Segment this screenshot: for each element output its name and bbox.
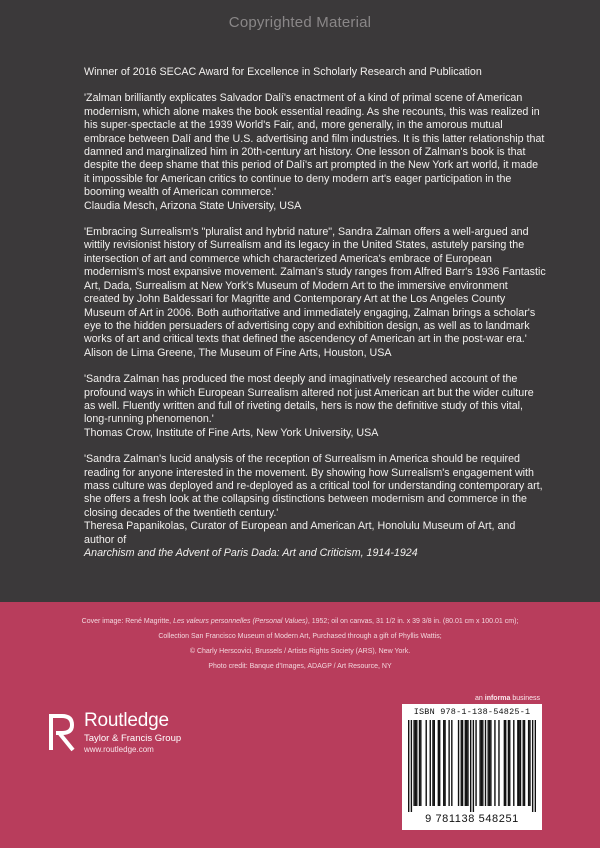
barcode-digits: 9 781138 548251 bbox=[425, 813, 519, 825]
informa-business-tag bbox=[475, 695, 540, 702]
barcode-bar bbox=[494, 720, 495, 806]
barcode-bar bbox=[532, 720, 533, 812]
publisher-url: www.routledge.com bbox=[84, 745, 154, 754]
credit-line-1-suffix: , 1952; oil on canvas, 31 1/2 in. x 39 3/8 in. (80.01 cm x 100.01 cm); bbox=[307, 618, 519, 625]
barcode-bar bbox=[485, 720, 486, 806]
painting-title: Les valeurs personnelles (Personal Values) bbox=[173, 618, 308, 625]
barcode-bar bbox=[504, 720, 505, 806]
publisher-group: Taylor & Francis Group bbox=[84, 733, 182, 744]
barcode-bar bbox=[520, 720, 521, 806]
barcode-bar bbox=[416, 720, 417, 806]
barcode-bar bbox=[490, 720, 491, 806]
credit-line-3: © Charly Herscovici, Brussels / Artists Rights Society (ARS), New York. bbox=[189, 648, 411, 655]
barcode-bar bbox=[498, 720, 499, 806]
barcode-bar bbox=[473, 720, 474, 812]
barcode-bar bbox=[529, 720, 530, 806]
barcode-bar bbox=[481, 720, 482, 806]
quote-author-book-title: Anarchism and the Advent of Paris Dada: Art and Criticism, 1914-1924 bbox=[84, 547, 418, 559]
barcode-bar bbox=[513, 720, 514, 806]
isbn-label: ISBN 978-1-138-54825-1 bbox=[413, 707, 531, 717]
review-quote-1 bbox=[84, 92, 546, 213]
informa-prefix: an bbox=[475, 695, 485, 702]
quote-author: Thomas Crow, Institute of Fine Arts, New York University, USA bbox=[84, 426, 379, 439]
credit-line-1-prefix: Cover image: René Magritte, bbox=[81, 618, 174, 625]
barcode-bar bbox=[451, 720, 452, 806]
quote-text: 'Sandra Zalman's lucid analysis of the reception of Surrealism in America should be required reading for anyone interested in the movement. By showing how Surrealism's engagement with mass culture was deployed and re-deployed as a critical tool for understanding contemporary art, she offers a fresh look at the collapsing distinctions between modernism and commerce in the closing decades of the twentieth century.' bbox=[84, 453, 543, 519]
barcode-bar bbox=[482, 720, 483, 806]
barcode-bar bbox=[528, 720, 529, 806]
barcode-bar bbox=[462, 720, 463, 806]
quote-text: 'Sandra Zalman has produced the most deeply and imaginatively researched account of the profound ways in which European Surrealism altered not just American art but the wider culture as well. Fluently written and full of riveting details, hers is now the definitive study of this vital, long-running phenomenon.' bbox=[84, 373, 534, 426]
credit-line-4: Photo credit: Banque d'Images, ADAGP / Art Resource, NY bbox=[208, 663, 392, 670]
barcode-bar bbox=[439, 720, 440, 806]
award-line: Winner of 2016 SECAC Award for Excellence in Scholarly Research and Publication bbox=[84, 66, 482, 78]
informa-suffix: business bbox=[510, 695, 540, 702]
quote-author: Theresa Papanikolas, Curator of European and American Art, Honolulu Museum of Art, and author of bbox=[84, 520, 516, 546]
publisher-panel bbox=[0, 602, 600, 848]
barcode-bar bbox=[505, 720, 506, 806]
barcode-bar bbox=[467, 720, 468, 806]
review-quote-2 bbox=[84, 226, 546, 360]
barcode-bar bbox=[444, 720, 445, 806]
review-quote-3 bbox=[84, 373, 546, 440]
blurb-content bbox=[84, 66, 546, 573]
cover-image-credits bbox=[0, 614, 600, 674]
barcode-bar bbox=[479, 720, 480, 806]
barcode-bar bbox=[434, 720, 435, 806]
barcode-bar bbox=[426, 720, 427, 806]
barcode-bar bbox=[448, 720, 449, 806]
barcode-bar bbox=[443, 720, 444, 806]
barcode-bar bbox=[438, 720, 439, 806]
quote-text: 'Embracing Surrealism's "pluralist and hybrid nature", Sandra Zalman offers a well-argued and wittily revisionist history of Surrealism and its legacy in the United States, astutely parsing the intersection of art and commerce which characterized America's embrace of European modernism's most expansive movement. Zalman's study ranges from Alfred Barr's 1936 Fantastic Art, Dada, Surrealism at New York's Museum of Modern Art to the immersive environment created by John Baldessari for Magritte and Contemporary Art at the Los Angeles County Museum of Art in 2006. Both authoritative and immediately engaging, Zalman brings a scholar's eye to the hidden persuaders of advertising copy and exhibition design, as well as to landmark works of art and critical texts that defined the ascendency of American art in the post-war era.' bbox=[84, 226, 546, 346]
barcode-bar bbox=[458, 720, 459, 806]
barcode-bar bbox=[411, 720, 412, 812]
barcode-bar bbox=[508, 720, 509, 806]
barcode-bar bbox=[489, 720, 490, 806]
routledge-r-icon bbox=[48, 712, 76, 752]
barcode-bar bbox=[517, 720, 518, 806]
informa-brand: informa bbox=[484, 695, 511, 702]
barcode-bar bbox=[518, 720, 519, 806]
barcode-bar bbox=[408, 720, 409, 812]
quote-author: Claudia Mesch, Arizona State University, USA bbox=[84, 199, 302, 212]
barcode-bar bbox=[461, 720, 462, 806]
barcode-bar bbox=[419, 720, 420, 806]
barcode-bar bbox=[523, 720, 524, 806]
barcode-bars bbox=[408, 720, 536, 812]
isbn-barcode bbox=[402, 704, 542, 830]
credit-line-2: Collection San Francisco Museum of Modern Art, Purchased through a gift of Phyllis Wattis; bbox=[158, 633, 442, 640]
copyright-watermark: Copyrighted Material bbox=[228, 14, 372, 31]
barcode-bar bbox=[487, 720, 488, 806]
routledge-logo bbox=[48, 710, 248, 758]
barcode-bar bbox=[415, 720, 416, 806]
quote-author: Alison de Lima Greene, The Museum of Fine Arts, Houston, USA bbox=[84, 346, 392, 359]
publisher-name: Routledge bbox=[84, 710, 169, 731]
barcode-bar bbox=[432, 720, 433, 806]
barcode-bar bbox=[509, 720, 510, 806]
barcode-bar bbox=[466, 720, 467, 806]
barcode-bar bbox=[430, 720, 431, 806]
credit-line-1 bbox=[0, 614, 600, 629]
barcode-bar bbox=[465, 720, 466, 806]
barcode-bar bbox=[413, 720, 414, 806]
quote-text: 'Zalman brilliantly explicates Salvador Dalí's enactment of a kind of primal scene of American modernism, which alone makes the book essential reading. As she recounts, this was realized in his super-spectacle at the 1939 World's Fair, and, more generally, in the amorous mutual embrace between Dalí and the U.S. advertising and film industries. It is this latter relationship that damned and marginalized him in 20th-century art history. One lesson of Zalman's book is that despite the deep shame that this period of Dalí's art prompted in the New York art world, it made it impossible for American critics to continue to deny modern art's eager participation in the booming wealth of American commerce.' bbox=[84, 92, 545, 199]
barcode-bar bbox=[420, 720, 421, 806]
barcode-bar bbox=[470, 720, 471, 812]
barcode-bar bbox=[535, 720, 536, 812]
barcode-bar bbox=[475, 720, 476, 806]
review-quote-4 bbox=[84, 453, 546, 560]
barcode-bar bbox=[524, 720, 525, 806]
